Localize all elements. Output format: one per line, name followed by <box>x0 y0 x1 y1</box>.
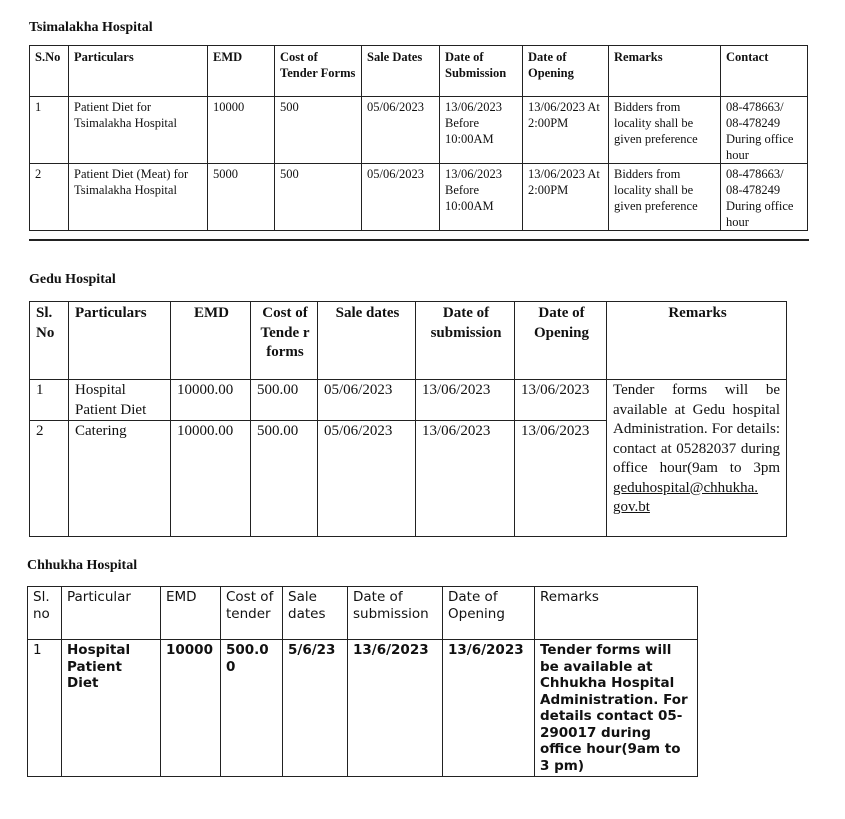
cell-remarks: Bidders from locality shall be given preference <box>609 164 721 231</box>
cell-slno: 1 <box>28 640 62 777</box>
section-divider <box>29 239 809 241</box>
header-cost-of-tender-forms: Cost of Tende r forms <box>251 302 318 380</box>
header-cost-of-tender: Cost of tender <box>221 587 283 640</box>
cell-opening-date: 13/06/2023 <box>515 380 607 421</box>
header-particulars: Particulars <box>69 302 171 380</box>
table-header-row <box>28 587 698 640</box>
cell-submission-date: 13/06/2023 <box>416 421 515 537</box>
chhukha-tender-table <box>27 586 698 777</box>
cell-slno: 2 <box>30 421 69 537</box>
cell-particular: Hospital Patient Diet <box>62 640 161 777</box>
header-remarks: Remarks <box>607 302 787 380</box>
cell-sale-date: 05/06/2023 <box>318 380 416 421</box>
header-particular: Particular <box>62 587 161 640</box>
header-emd: EMD <box>171 302 251 380</box>
header-slno: Sl. no <box>28 587 62 640</box>
header-sale-dates: Sale Dates <box>362 46 440 97</box>
cell-particulars: Patient Diet (Meat) for Tsimalakha Hospital <box>69 164 208 231</box>
cell-emd: 10000.00 <box>171 380 251 421</box>
cell-contact: 08-478663/ 08-478249 During office hour <box>721 164 808 231</box>
cell-emd: 5000 <box>208 164 275 231</box>
header-date-of-opening: Date of Opening <box>443 587 535 640</box>
cell-cost: 500 <box>275 97 362 164</box>
cell-submission-date: 13/06/2023 Before 10:00AM <box>440 164 523 231</box>
table-header-row <box>30 302 787 380</box>
section-title-gedu: Gedu Hospital <box>29 272 116 287</box>
cell-particulars: Hospital Patient Diet <box>69 380 171 421</box>
header-date-of-opening: Date of Opening <box>523 46 609 97</box>
cell-cost: 500.00 <box>251 421 318 537</box>
header-emd: EMD <box>208 46 275 97</box>
cell-cost: 500 <box>275 164 362 231</box>
cell-remarks: Bidders from locality shall be given preference <box>609 97 721 164</box>
table-row <box>30 380 787 421</box>
table-row <box>30 164 808 231</box>
cell-submission-date: 13/6/2023 <box>348 640 443 777</box>
cell-contact: 08-478663/ 08-478249 During office hour <box>721 97 808 164</box>
cell-cost: 500.00 <box>251 380 318 421</box>
header-emd: EMD <box>161 587 221 640</box>
header-date-of-opening: Date of Opening <box>515 302 607 380</box>
header-particulars: Particulars <box>69 46 208 97</box>
cell-sale-date: 05/06/2023 <box>318 421 416 537</box>
gedu-tender-table <box>29 301 787 537</box>
cell-opening-date: 13/06/2023 At 2:00PM <box>523 97 609 164</box>
header-remarks: Remarks <box>609 46 721 97</box>
header-date-of-submission: Date of Submission <box>440 46 523 97</box>
cell-particulars: Catering <box>69 421 171 537</box>
email-link[interactable]: geduhospital@chhukha. gov.bt <box>613 479 759 515</box>
header-remarks: Remarks <box>535 587 698 640</box>
cell-submission-date: 13/06/2023 <box>416 380 515 421</box>
header-sale-dates: Sale dates <box>283 587 348 640</box>
cell-sale-date: 05/06/2023 <box>362 164 440 231</box>
remarks-text: Tender forms will be available at Gedu hospital Administration. For details: contact at 05282037 during office hour(9am to 3pm <box>613 382 780 476</box>
cell-sale-date: 5/6/23 <box>283 640 348 777</box>
cell-opening-date: 13/06/2023 <box>515 421 607 537</box>
header-sale-dates: Sale dates <box>318 302 416 380</box>
table-row <box>28 640 698 777</box>
cell-submission-date: 13/06/2023 Before 10:00AM <box>440 97 523 164</box>
cell-emd: 10000 <box>208 97 275 164</box>
header-date-of-submission: Date of submission <box>416 302 515 380</box>
header-sno: S.No <box>30 46 69 97</box>
cell-emd: 10000.00 <box>171 421 251 537</box>
table-row <box>30 97 808 164</box>
table-header-row <box>30 46 808 97</box>
header-cost-of-tender-forms: Cost of Tender Forms <box>275 46 362 97</box>
cell-slno: 1 <box>30 380 69 421</box>
cell-particulars: Patient Diet for Tsimalakha Hospital <box>69 97 208 164</box>
cell-cost: 500.0 0 <box>221 640 283 777</box>
cell-sale-date: 05/06/2023 <box>362 97 440 164</box>
section-title-tsimalakha: Tsimalakha Hospital <box>29 20 153 35</box>
cell-sno: 1 <box>30 97 69 164</box>
tsimalakha-tender-table <box>29 45 808 231</box>
section-title-chhukha: Chhukha Hospital <box>27 558 138 573</box>
cell-sno: 2 <box>30 164 69 231</box>
header-contact: Contact <box>721 46 808 97</box>
cell-emd: 10000 <box>161 640 221 777</box>
cell-remarks: Tender forms will be available at Chhukha Hospital Administration. For details contact 05-290017 during office hour(9am to 3 pm) <box>535 640 698 777</box>
cell-opening-date: 13/06/2023 At 2:00PM <box>523 164 609 231</box>
cell-remarks <box>607 380 787 537</box>
header-date-of-submission: Date of submission <box>348 587 443 640</box>
cell-opening-date: 13/6/2023 <box>443 640 535 777</box>
header-slno: Sl. No <box>30 302 69 380</box>
